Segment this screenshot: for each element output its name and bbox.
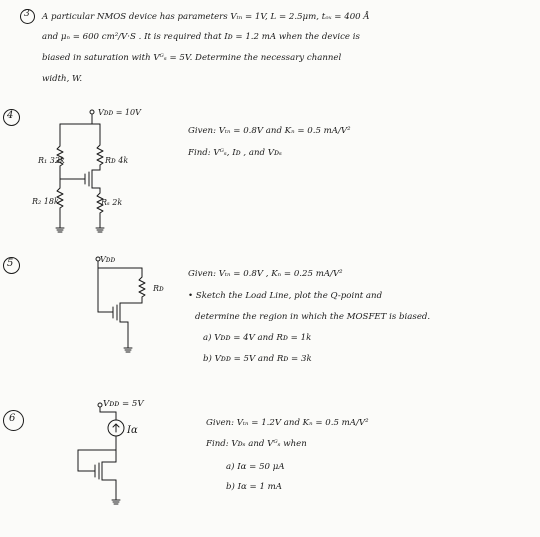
- problem-3-line-1: A particular NMOS device has parameters Vₜₙ = 1V, L = 2.5μm, tₒₓ = 400 Å: [42, 12, 370, 22]
- problem-5-line-2: • Sketch the Load Line, plot the Q-point and: [188, 291, 383, 301]
- problem-4-r2-label: R₂ 18k: [32, 197, 59, 206]
- problem-3-number: 3: [24, 9, 30, 19]
- rd-resistor: [97, 145, 103, 165]
- problem-4-r1-label: R₁ 32k: [38, 156, 65, 165]
- problem-4-number: 4: [7, 110, 14, 121]
- problem-5-rd-label: Rᴅ: [153, 284, 164, 293]
- problem-4-given: Given: Vₜₙ = 0.8V and Kₙ = 0.5 mA/V²: [188, 126, 351, 136]
- problem-5-given: Given: Vₜₙ = 0.8V , Kₙ = 0.25 mA/V²: [188, 269, 343, 279]
- problem-6-given: Given: Vₜₙ = 1.2V and Kₙ = 0.5 mA/V²: [206, 418, 369, 428]
- problem-6-vdd-label: Vᴅᴅ = 5V: [103, 399, 144, 409]
- problem-5-circuit: [96, 257, 145, 352]
- rs-resistor: [97, 193, 103, 213]
- problem-5-vdd-label: Vᴅᴅ: [100, 255, 116, 264]
- problem-4-rd-label: Rᴅ 4k: [105, 156, 129, 165]
- problem-4-rs-label: Rₛ 2k: [101, 198, 123, 207]
- problem-6-part-b: b) Iɑ = 1 mA: [226, 482, 283, 492]
- problem-4-find: Find: Vᴳₛ, Iᴅ , and Vᴅₛ: [188, 148, 282, 158]
- problem-6-number: 6: [9, 413, 16, 424]
- problem-5-number: 5: [7, 258, 14, 269]
- problem-6-circuit: [78, 403, 124, 504]
- problem-3-line-4: width, W.: [42, 74, 83, 84]
- rd-resistor-5: [139, 277, 145, 297]
- problem-3-line-3: biased in saturation with Vᴳₛ = 5V. Determine the necessary channel: [42, 53, 342, 63]
- problem-5-part-b: b) Vᴅᴅ = 5V and Rᴅ = 3k: [203, 354, 312, 364]
- problem-4-vdd-label: Vᴅᴅ = 10V: [98, 108, 141, 117]
- r2-resistor: [57, 188, 63, 208]
- problem-6-part-a: a) Iɑ = 50 μA: [226, 462, 285, 472]
- problem-5-part-a: a) Vᴅᴅ = 4V and Rᴅ = 1k: [203, 333, 312, 343]
- problem-3-line-2: and μₙ = 600 cm²/V·S . It is required that Iᴅ = 1.2 mA when the device is: [42, 32, 360, 42]
- r1-resistor: [57, 146, 63, 166]
- problem-4-circuit: [56, 110, 104, 232]
- problem-6-iq-label: Iɑ: [127, 425, 138, 436]
- problem-5-line-3: determine the region in which the MOSFET is biased.: [195, 312, 431, 322]
- problem-6-find: Find: Vᴅₛ and Vᴳₛ when: [206, 439, 307, 449]
